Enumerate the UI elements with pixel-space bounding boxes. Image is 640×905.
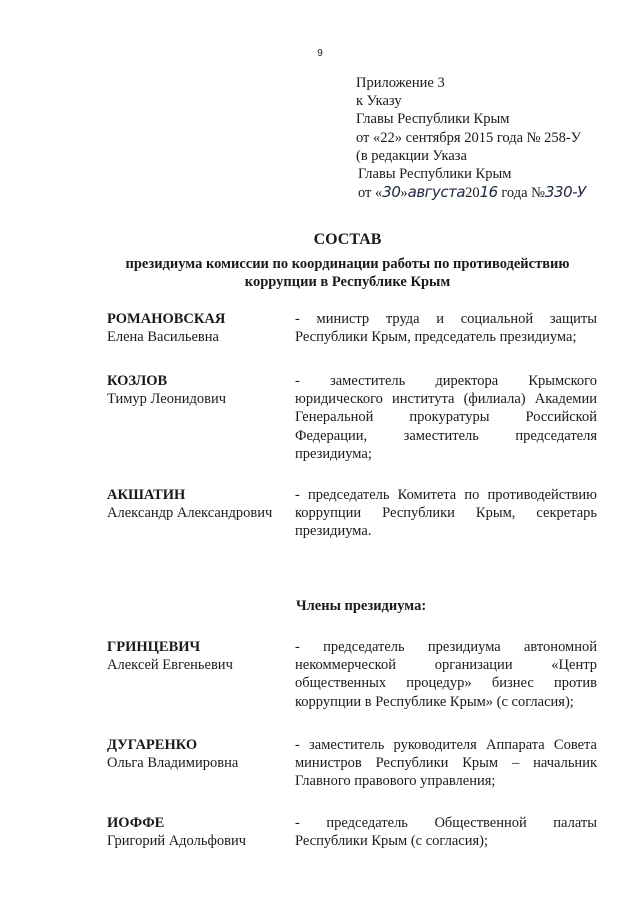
member-role: - председатель Комитета по противодействию коррупции Республики Крым, секретарь президиума. <box>295 487 597 540</box>
appendix-line: Главы Республики Крым <box>356 111 510 128</box>
appendix-line: к Указу <box>356 93 402 110</box>
amendment-date-line <box>356 183 626 202</box>
member-role: - министр труда и социальной защиты Республики Крым, председатель президиума; <box>295 311 597 346</box>
member-surname: АКШАТИН <box>107 487 186 503</box>
appendix-line: Приложение 3 <box>356 75 445 91</box>
member-given-name: Елена Васильевна <box>107 329 219 346</box>
handwritten-number: 330-У <box>545 183 586 202</box>
member-surname: РОМАНОВСКАЯ <box>107 311 226 327</box>
member-given-name: Тимур Леонидович <box>107 391 227 408</box>
subtitle-line: президиума комиссии по координации работы по противодействию <box>125 256 570 272</box>
document-title: СОСТАВ <box>313 231 382 248</box>
member-surname: КОЗЛОВ <box>107 373 168 389</box>
member-role: - председатель Общественной палаты Республики Крым (с согласия); <box>295 815 597 850</box>
handwritten-year: 16 <box>479 183 498 202</box>
member-given-name: Григорий Адольфович <box>107 833 247 850</box>
appendix-line: от «22» сентября 2015 года № 258-У <box>356 129 581 146</box>
member-surname: ГРИНЦЕВИЧ <box>107 639 201 655</box>
document-subtitle <box>100 255 595 291</box>
page-number: 9 <box>317 48 323 59</box>
date-prefix: от « <box>358 185 383 202</box>
subtitle-line: коррупции в Республике Крым <box>244 274 451 290</box>
member-given-name: Ольга Владимировна <box>107 755 239 772</box>
appendix-line: (в редакции Указа <box>356 147 467 164</box>
member-given-name: Алексей Евгеньевич <box>107 657 233 674</box>
member-role: - председатель президиума автономной некоммерческой организации «Центр общественных процедур» бизнес против коррупции в Республике Крым» (с согласия); <box>295 639 597 710</box>
member-given-name: Александр Александрович <box>107 505 273 522</box>
handwritten-month: августа <box>407 183 466 202</box>
members-section-title: Члены президиума: <box>296 598 427 614</box>
document-heading <box>100 230 595 291</box>
appendix-block <box>356 74 626 202</box>
handwritten-day: 30 <box>382 183 401 202</box>
member-surname: ДУГАРЕНКО <box>107 737 198 753</box>
appendix-line: Главы Республики Крым <box>358 166 512 183</box>
date-mid: » <box>400 185 408 202</box>
year-prefix: 20 <box>465 185 480 202</box>
member-role: - заместитель руководителя Аппарата Совета министров Республики Крым – начальник Главного правового управления; <box>295 737 597 790</box>
member-surname: ИОФФЕ <box>107 815 165 831</box>
year-word: года № <box>501 185 546 202</box>
member-role: - заместитель директора Крымского юридического института (филиала) Академии Генеральной прокуратуры Российской Федерации, заместитель председателя президиума; <box>295 373 597 462</box>
